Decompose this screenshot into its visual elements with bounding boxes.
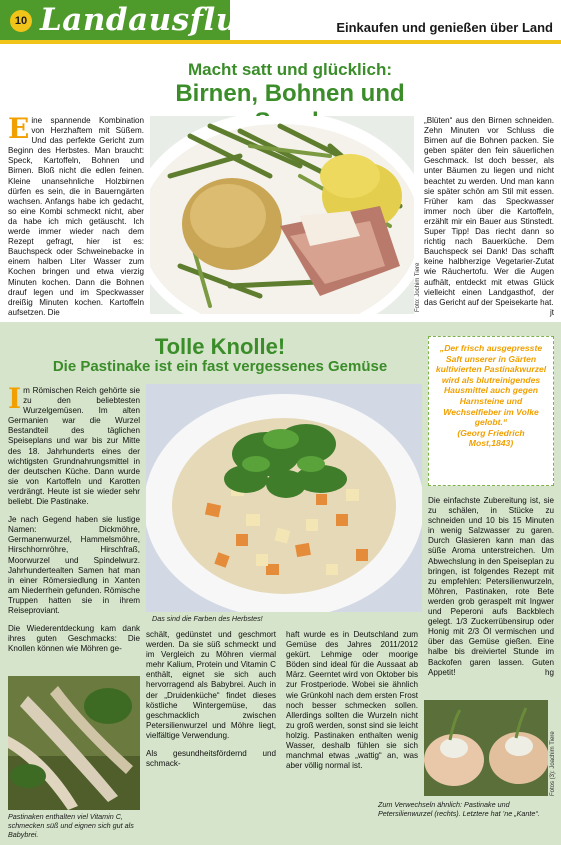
article2-subheadline: Die Pastinake ist ein fast vergessenes Gemüse — [52, 358, 388, 375]
article2-main-photo — [146, 384, 422, 612]
article1-column-3 — [424, 116, 554, 316]
page-header — [0, 0, 561, 44]
section-title: Landausflug — [40, 2, 262, 38]
page-number: 10 — [10, 10, 32, 32]
article2-column-1 — [8, 382, 140, 676]
pull-quote-author: (Georg Friedrich Most,1843) — [457, 427, 525, 449]
section-subtitle: Einkaufen und genießen über Land — [336, 20, 553, 35]
parsnip-roots-image — [8, 676, 140, 810]
article1-column-1 — [8, 112, 144, 317]
article1-text-3: „Blüten“ aus den Birnen schneiden. Zehn Minuten vor Schluss die Birnen auf die Bohnen packen. Sie geben später den fein säuerlichen Geschmack. Ist doch besser, als unter Bäumen zu liegen und nicht beachtet zu werden. Und man kann sie später schön am Stil mit essen. Früher kam das Speckwasser immer noch über die Kartoffeln, erzählt mir ein Bauer aus Stinstedt. Super Tipp! Das riecht dann so richtig nach Bauerküche. Dem Bauchspeck sei Dank! Das schafft keine halbherzige Vegetarier-Zutat wie Räuchertofu. Wer die Augen aufhält, entdeckt mit etwas Glück vielleicht einen Landgasthof, der das Gericht auf der Speisekarte hat. — [424, 116, 554, 307]
article2-signature: hg — [544, 667, 554, 677]
left-photo-caption: Pastinaken enthalten viel Vitamin C, schmecken süß und eignen sich gut als Babybrei. — [8, 812, 134, 839]
article1-photo — [150, 116, 414, 314]
parsnip-roots-photo — [8, 676, 140, 810]
article2-text-2b: Als gesundheitsfördernd und schmack- — [146, 749, 276, 769]
parsnip-vs-parsley-root-image — [424, 700, 548, 796]
parsnip-comparison-photo — [424, 700, 548, 796]
article1-dropcap: E — [8, 112, 30, 145]
main-photo-caption: Das sind die Farben des Herbstes! — [152, 614, 263, 623]
article2-text-1a: m Römischen Reich gehörte sie zu den beliebtesten Wurzelgemüsen. Im alten Germanien war die Wurzel Bestandteil des täglichen Speiseplans und war bis zur Mitte des 18. Jahrhunderts eines der wichtigsten Grundnahrungsmittel in der deutschen Küche. Dann wurde sie von Kartoffeln und Karotten verdrängt. Heute ist sie wieder sehr beliebt. Die Pastinake. — [8, 386, 140, 507]
article1-text-1: ine spannende Kombination von Herzhaftem mit Süßem. Und das perfekte Gericht zum Beginn des Herbstes. Man braucht: Speck, Kartoffeln, Bohnen und Birnen. Bloß nicht die edlen feinen. Kleine unansehnliche Holzbirnen dürfen es sein, die in Bauerngärten wachsen. Anfangs habe ich gedacht, so eine Kombi schmeckt nicht, aber da habe ich mich getäuscht. Ich werde immer wieder nach dem Rezept gefragt, hier ist es: Bauchspeck oder Schweinebacke in einem halben Liter Wasser zum Kochen bringen und etwa vierzig Minuten kochen. Dann die Bohnen drauf legen und im Speckwasser dreißig Minuten kochen. Kartoffeln aufsetzen. Die — [8, 116, 144, 317]
article2-column-4 — [428, 496, 554, 696]
article2-text-3: haft wurde es in Deutschland zum Gemüse des Jahres 2011/2012 gekürt. Lehmige oder moorige Böden sind ideal für die Aussaat ab März. Geerntet wird von Oktober bis zur Frostperiode. Wobei sie ähnlich wie Grünkohl nach dem ersten Frost noch besser schmecken sollen. Allerdings sollten die Wurzeln nicht zu groß werden, sonst sind sie leicht holzig. Pastinaken enthalten wenig Wasser, deshalb fühlen sie sich manchmal etwas „wattig“ an, was aber völlig normal ist. — [286, 630, 418, 771]
article2-text-1c: Die Wiederentdeckung kam dank ihres guten Geschmacks: Die Knollen können wie Möhren ge- — [8, 624, 140, 654]
article1-headline: Birnen, Bohnen und — [175, 80, 405, 107]
pull-quote-text: „Der frisch ausgepresste Saft unserer in Gärten kultivierten Pastinakwurzel wird als blutreinigendes Hausmittel auch gegen Harnsteine und Wechselfieber im Volke gelobt.“ — [435, 343, 547, 428]
article1-signature: jt — [549, 307, 554, 317]
article2-dropcap: I — [8, 382, 22, 415]
article1-photo-credit: Foto: Jochim Tiere — [415, 262, 421, 312]
right-photo-caption: Zum Verwechseln ähnlich: Pastinake und Petersilienwurzel (rechts). Letztere hat ’ne „Kante“. — [378, 800, 540, 818]
article2-text-2: schält, gedünstet und geschmort werden. Da sie süß schmeckt und im Vergleich zu Möhren viermal mehr Kalium, Protein und Vitamin C enthält, eignet sie sich auch hervorragend als Babybrei. Auch in der „Druidenküche“ findet dieses köstliche Wintergemüse, das geschmacklich zwischen Petersilienwurzel und Möhre liegt, vielfältige Verwendung. — [146, 630, 276, 740]
pull-quote — [428, 336, 554, 486]
header-rule — [0, 40, 561, 44]
article2-photo-credit: Fotos (3): Joachim Tiere — [550, 731, 556, 796]
article1-kicker: Macht satt und glücklich: — [187, 60, 393, 79]
article2-text-4: Die einfachste Zubereitung ist, sie zu schälen, in Stücke zu schneiden und 10 bis 15 Minuten in wenig Salzwasser zu garen. Durch Glasieren kann man das süße Aroma unterstreichen. Um Abwechslung in den Speiseplan zu bringen, ist folgendes Rezept mit zu empfehlen: Petersilienwurzeln, Möhren, Pastinaken, rote Bete werden grob geraspelt mit Ingwer und Peperoni aufs Backblech gelegt. 1/3 Zuckerrübensirup oder Honig mit 2/3 Öl vermischen und über das Gemüse gießen. Eine halbe bis dreiviertel Stunde im Backofen garen lassen. Guten Appetit! — [428, 496, 554, 677]
article2-text-1b: Je nach Gegend haben sie lustige Namen: Dickmöhre, Germanenwurzel, Hammelsmöhre, Hirschhornröhre, Hirschfraß, Moorwurzel und Spindelwurz. Jahrhundertealten Samen hat man in einer Römersiedlung in Xanten am Niederrhein gefunden. Römische Truppen hatten sie in ihrem Reiseproviant. — [8, 515, 140, 615]
pears-beans-bacon-photo — [150, 116, 414, 314]
article2-column-2 — [146, 630, 276, 830]
article2-headline: Tolle Knolle! — [154, 334, 286, 359]
parsnip-dish-photo — [146, 384, 422, 612]
